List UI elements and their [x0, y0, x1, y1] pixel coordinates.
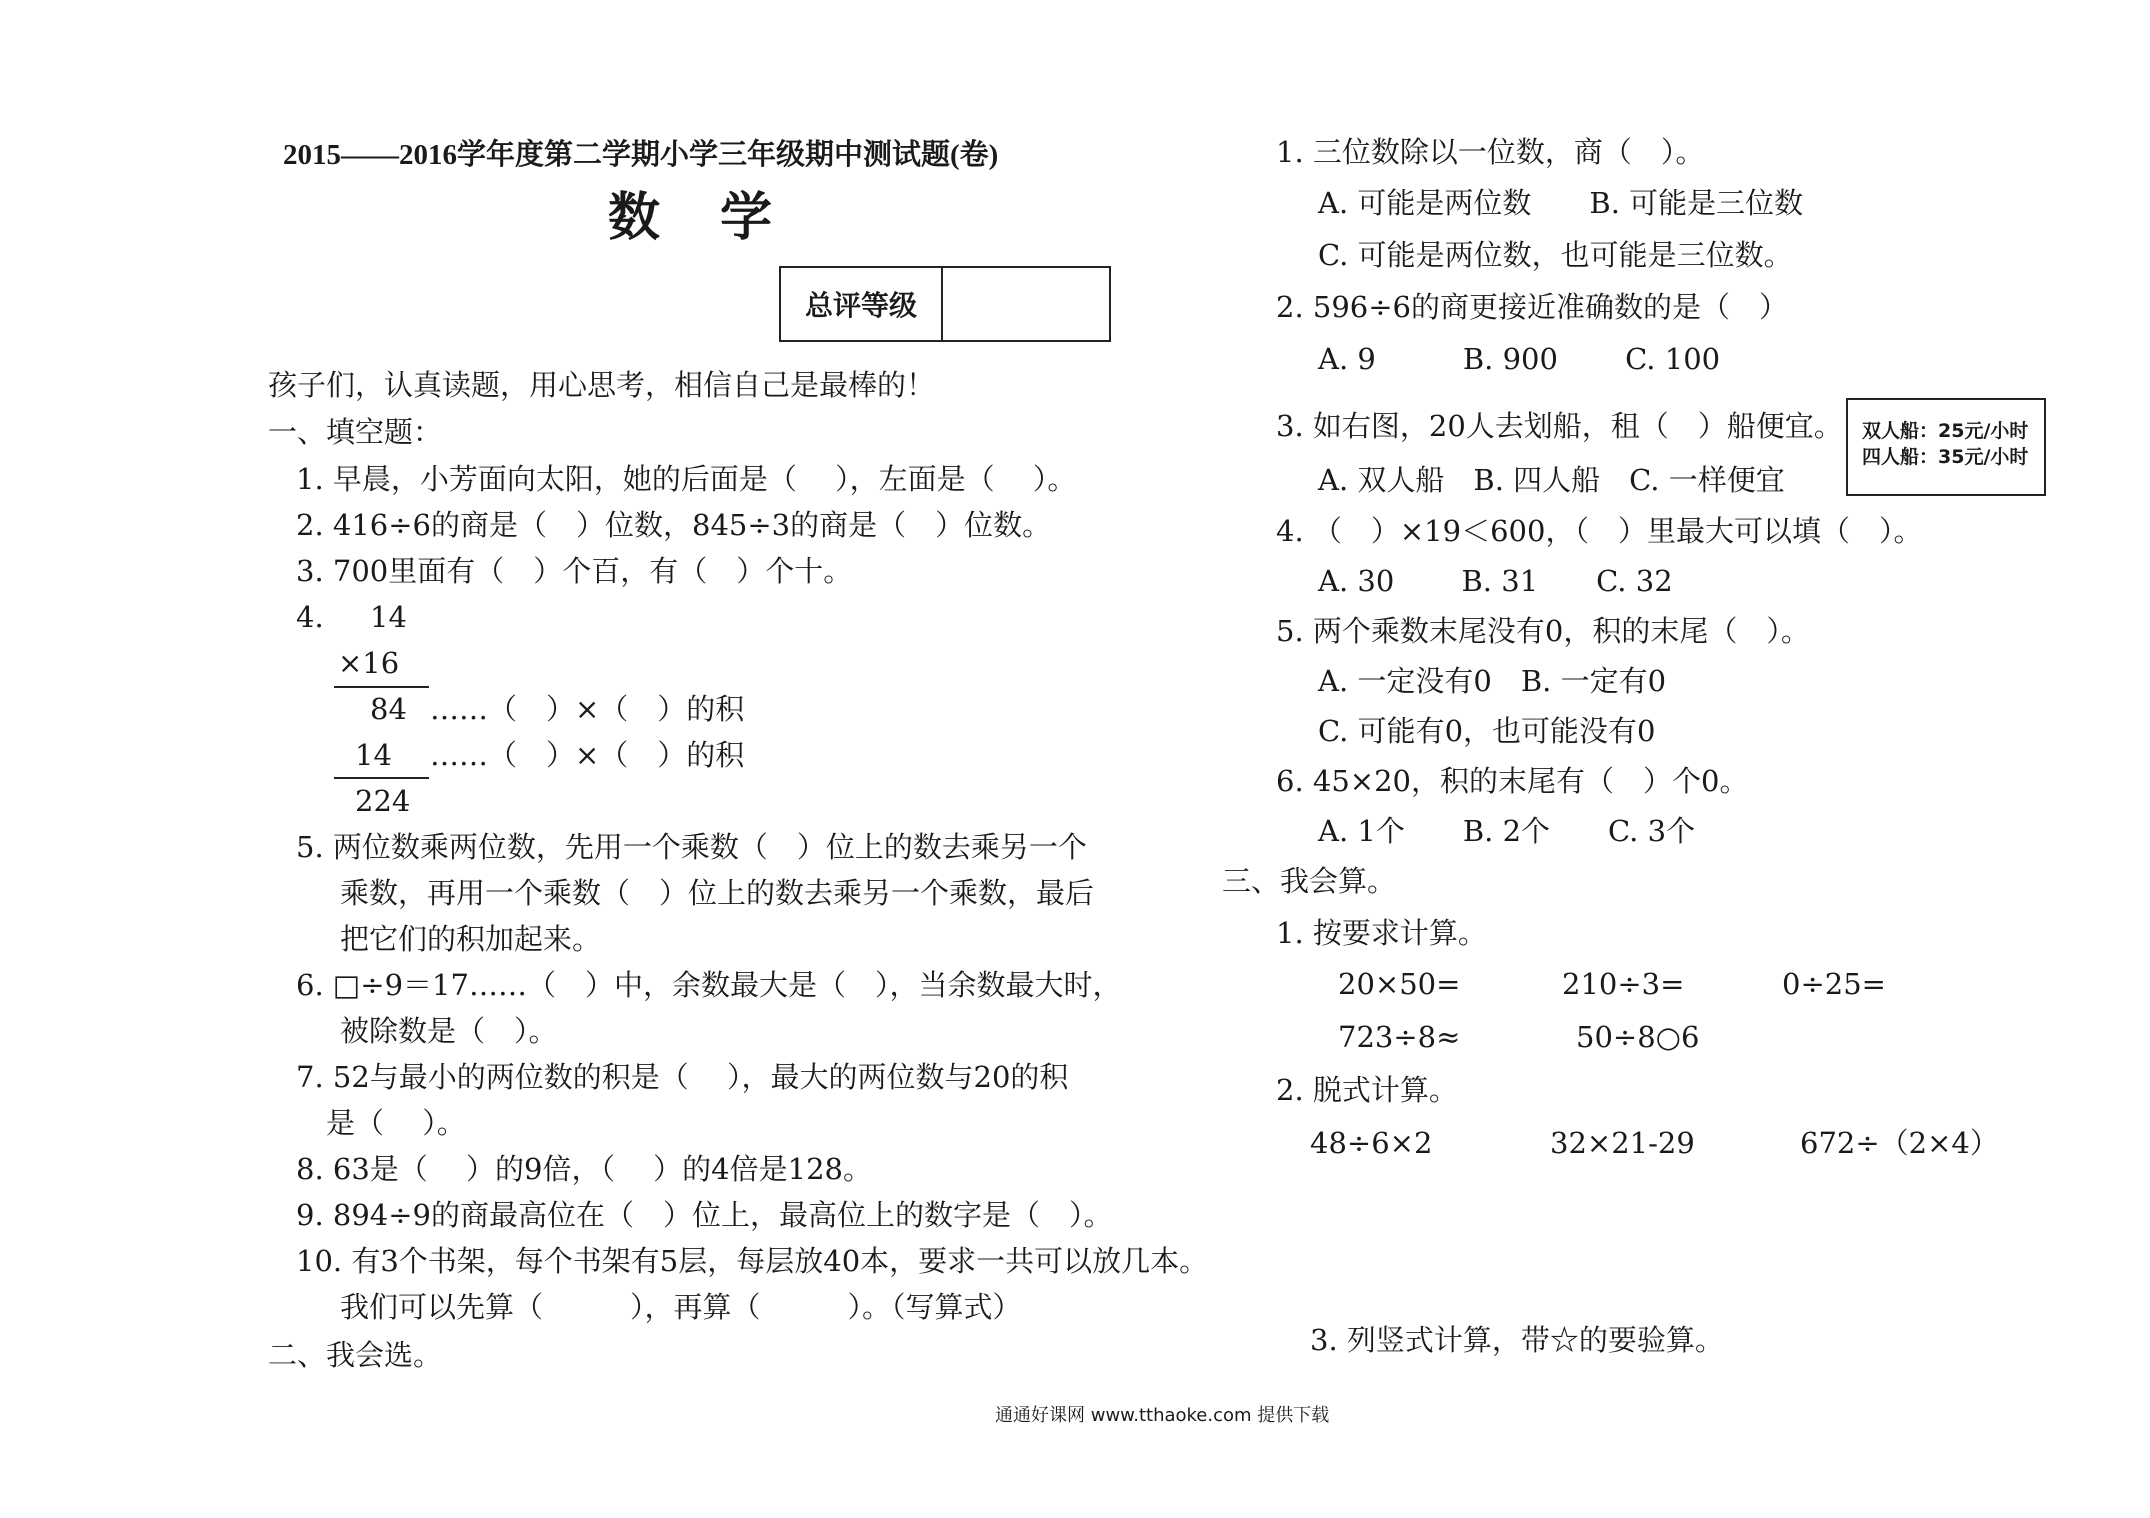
s2-q3-options: A. 双人船 B. 四人船 C. 一样便宜: [1318, 463, 1785, 497]
s3-p1-b: 210÷3=: [1562, 967, 1685, 1001]
subject-heading: 数学: [608, 188, 833, 248]
s1-q4-partial-1-note: ……（ ）×（ ）的积: [430, 692, 745, 726]
s2-q1-options-ab: A. 可能是两位数 B. 可能是三位数: [1318, 186, 1804, 220]
s1-q4-product: 224: [355, 784, 411, 818]
s1-q2: 2. 416÷6的商是（ ）位数，845÷3的商是（ ）位数。: [296, 508, 1052, 542]
s2-q2: 2. 596÷6的商更接近准确数的是（ ）: [1276, 290, 1788, 324]
s1-q1: 1. 早晨，小芳面向太阳，她的后面是（ ），左面是（ ）。: [296, 462, 1077, 496]
section3-heading: 三、我会算。: [1222, 864, 1397, 898]
s1-q4-multiplier: ×16: [338, 646, 400, 680]
s1-q4-rule-2: [334, 777, 429, 779]
price-four-boat: 四人船：35元/小时: [1862, 446, 2029, 468]
boat-price-box: [1846, 398, 2046, 496]
s2-q5: 5. 两个乘数末尾没有0，积的末尾（ ）。: [1276, 614, 1810, 648]
s3-p2-b: 32×21-29: [1550, 1126, 1695, 1160]
s2-q6-options: A. 1个 B. 2个 C. 3个: [1318, 814, 1696, 848]
grade-value: [943, 268, 1109, 340]
s1-q10-line2: 我们可以先算（ ），再算（ ）。（写算式）: [340, 1290, 1022, 1324]
s1-q6-line2: 被除数是（ ）。: [340, 1014, 558, 1048]
s1-q3: 3. 700里面有（ ）个百，有（ ）个十。: [296, 554, 853, 588]
price-double-boat: 双人船：25元/小时: [1862, 420, 2029, 442]
s2-q2-options: A. 9 B. 900 C. 100: [1318, 342, 1721, 376]
s3-p1-a: 20×50=: [1338, 967, 1461, 1001]
s1-q4-partial-1: 84: [370, 692, 407, 726]
s1-q6-line1: 6. □÷9＝17……（ ）中，余数最大是（ ），当余数最大时，: [296, 968, 1122, 1002]
section1-heading: 一、填空题：: [268, 415, 443, 449]
s2-q4-options: A. 30 B. 31 C. 32: [1318, 564, 1673, 598]
s3-p1-e: 50÷8○6: [1576, 1020, 1700, 1054]
s2-q5-options-ab: A. 一定没有0 B. 一定有0: [1318, 664, 1667, 698]
s1-q9: 9. 894÷9的商最高位在（ ）位上，最高位上的数字是（ ）。: [296, 1198, 1113, 1232]
s2-q4: 4. （ ）×19＜600，（ ）里最大可以填（ ）。: [1276, 514, 1923, 548]
s1-q7-line1: 7. 52与最小的两位数的积是（ ），最大的两位数与20的积: [296, 1060, 1069, 1094]
s1-q5-line2: 乘数，再用一个乘数（ ）位上的数去乘另一个乘数，最后: [340, 876, 1095, 910]
s3-p2-a: 48÷6×2: [1310, 1126, 1433, 1160]
s2-q6: 6. 45×20，积的末尾有（ ）个0。: [1276, 764, 1749, 798]
s1-q5-line1: 5. 两位数乘两位数，先用一个乘数（ ）位上的数去乘另一个: [296, 830, 1087, 864]
s2-q3: 3. 如右图，20人去划船，租（ ）船便宜。: [1276, 409, 1843, 443]
s3-p2-c: 672÷（2×4）: [1800, 1126, 1999, 1160]
s2-q5-option-c: C. 可能有0，也可能没有0: [1318, 714, 1656, 748]
s1-q4-rule-1: [334, 686, 429, 688]
s3-p1: 1. 按要求计算。: [1276, 916, 1487, 950]
s3-p2: 2. 脱式计算。: [1276, 1073, 1458, 1107]
s2-q1-option-c: C. 可能是两位数，也可能是三位数。: [1318, 238, 1793, 272]
grade-box: [779, 266, 1111, 342]
s1-q4-multiplicand: 14: [370, 600, 407, 634]
s3-p3: 3. 列竖式计算，带☆的要验算。: [1310, 1323, 1724, 1357]
exam-title: 2015——2016学年度第二学期小学三年级期中测试题(卷): [283, 139, 999, 171]
s1-q4-partial-2-note: ……（ ）×（ ）的积: [430, 738, 745, 772]
s1-q5-line3: 把它们的积加起来。: [340, 922, 602, 956]
s2-q1: 1. 三位数除以一位数，商（ ）。: [1276, 135, 1705, 169]
s1-q4-partial-2: 14: [355, 738, 392, 772]
s3-p1-c: 0÷25=: [1782, 967, 1886, 1001]
intro-text: 孩子们，认真读题，用心思考，相信自己是最棒的！: [268, 368, 936, 402]
grade-label: 总评等级: [781, 268, 943, 340]
s1-q7-line2: 是（ ）。: [326, 1106, 466, 1140]
s1-q10-line1: 10. 有3个书架，每个书架有5层，每层放40本，要求一共可以放几本。: [296, 1244, 1209, 1278]
s1-q8: 8. 63是（ ）的9倍，（ ）的4倍是128。: [296, 1152, 872, 1186]
section2-heading: 二、我会选。: [268, 1338, 443, 1372]
s3-p1-d: 723÷8≈: [1338, 1020, 1461, 1054]
s1-q4-number: 4.: [296, 600, 324, 634]
footer-credit: 通通好课网 www.tthaoke.com 提供下载: [995, 1405, 1330, 1426]
